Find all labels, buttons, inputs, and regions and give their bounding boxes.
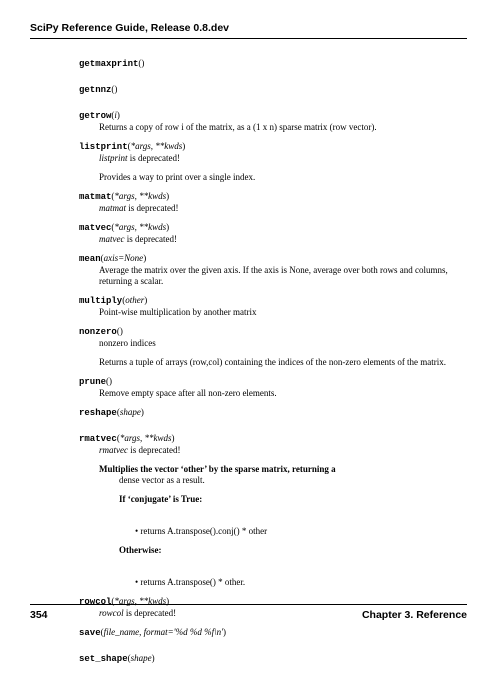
method-entry-getnnz: [79, 84, 471, 96]
method-entry-getmaxprint: [79, 58, 471, 70]
method-description: listprint is deprecated! Provides a way to print over a single index.: [99, 153, 256, 182]
method-entry-set-shape: [79, 653, 471, 665]
method-entry-mean: [79, 253, 471, 287]
method-signature: matvec(*args, **kwds): [79, 222, 170, 233]
method-description: Average the matrix over the given axis. If the axis is None, average over both rows and columns, returning a scalar.: [99, 265, 448, 286]
method-description: Remove empty space after all non-zero elements.: [99, 388, 277, 398]
method-name: multiply: [79, 296, 123, 306]
method-description: Returns a copy of row i of the matrix, as a (1 x n) sparse matrix (row vector).: [99, 122, 377, 132]
footer-rule: [30, 604, 467, 605]
method-name: getmaxprint: [79, 59, 139, 69]
method-name: set_shape: [79, 654, 128, 664]
method-signature: getrow(i): [79, 110, 120, 121]
method-description: nonzero indices Returns a tuple of arrays (row,col) containing the indices of the non-zero elements of the matrix.: [99, 338, 447, 367]
method-signature: multiply(other): [79, 295, 148, 306]
method-description: Point-wise multiplication by another matrix: [99, 307, 257, 317]
running-header: SciPy Reference Guide, Release 0.8.dev: [30, 22, 230, 34]
method-signature: save(file_name, format='%d %d %f\n'): [79, 627, 227, 638]
method-entry-getrow: [79, 110, 471, 133]
method-entry-matvec: [79, 222, 471, 245]
method-name: matvec: [79, 223, 112, 233]
method-name: listprint: [79, 142, 128, 152]
method-name: prune: [79, 377, 107, 387]
method-entry-reshape: [79, 407, 471, 419]
chapter-label: Chapter 3. Reference: [361, 609, 467, 621]
method-signature: getnnz(): [79, 84, 118, 95]
method-name: getnnz: [79, 85, 112, 95]
method-signature: matmat(*args, **kwds): [79, 191, 170, 202]
method-list: [79, 58, 471, 673]
method-description: matmat is deprecated!: [99, 203, 179, 213]
method-signature: reshape(shape): [79, 407, 144, 418]
method-description: rowcol is deprecated!: [99, 608, 177, 618]
method-signature: getmaxprint(): [79, 58, 145, 69]
method-name: mean: [79, 254, 101, 264]
header-rule: [30, 38, 467, 39]
method-signature: set_shape(shape): [79, 653, 155, 664]
method-name: save: [79, 628, 101, 638]
method-signature: listprint(*args, **kwds): [79, 141, 186, 152]
method-entry-rmatvec: [79, 433, 471, 588]
method-entry-save: [79, 627, 471, 639]
page-number: 354: [30, 609, 48, 621]
method-entry-listprint: [79, 141, 471, 183]
method-entry-nonzero: [79, 326, 471, 368]
method-name: nonzero: [79, 327, 117, 337]
conditional-block: If ‘conjugate’ is True: • returns A.transpose().conj() * other Otherwise: • returns A.transpose() * other.: [119, 494, 471, 588]
rmatvec-docstring: Multiplies the vector ‘other’ by the sparse matrix, returning a dense vector as a result. If ‘conjugate’ is True: • returns A.transpose().conj() * other Otherwise: • returns A.transpose() * other.: [99, 464, 471, 588]
method-name: getrow: [79, 111, 112, 121]
method-signature: prune(): [79, 376, 113, 387]
bullet-item: • returns A.transpose() * other.: [135, 577, 246, 587]
method-signature: rowcol(*args, **kwds): [79, 596, 170, 607]
method-entry-matmat: [79, 191, 471, 214]
method-name: rmatvec: [79, 434, 117, 444]
method-description: matvec is deprecated!: [99, 234, 177, 244]
bullet-item: • returns A.transpose().conj() * other: [135, 526, 268, 536]
method-signature: rmatvec(*args, **kwds): [79, 433, 175, 444]
method-signature: nonzero(): [79, 326, 123, 337]
method-name: rowcol: [79, 597, 112, 607]
method-name: matmat: [79, 192, 112, 202]
method-signature: mean(axis=None): [79, 253, 147, 264]
method-entry-prune: [79, 376, 471, 399]
method-entry-multiply: [79, 295, 471, 318]
method-description: rmatvec is deprecated! Multiplies the vector ‘other’ by the sparse matrix, returning a dense vector as a result. If ‘conjugate’ is True: • returns A.transpose().conj() * other Otherwise: • returns A.transpose() * other.: [99, 445, 471, 588]
method-name: reshape: [79, 408, 117, 418]
